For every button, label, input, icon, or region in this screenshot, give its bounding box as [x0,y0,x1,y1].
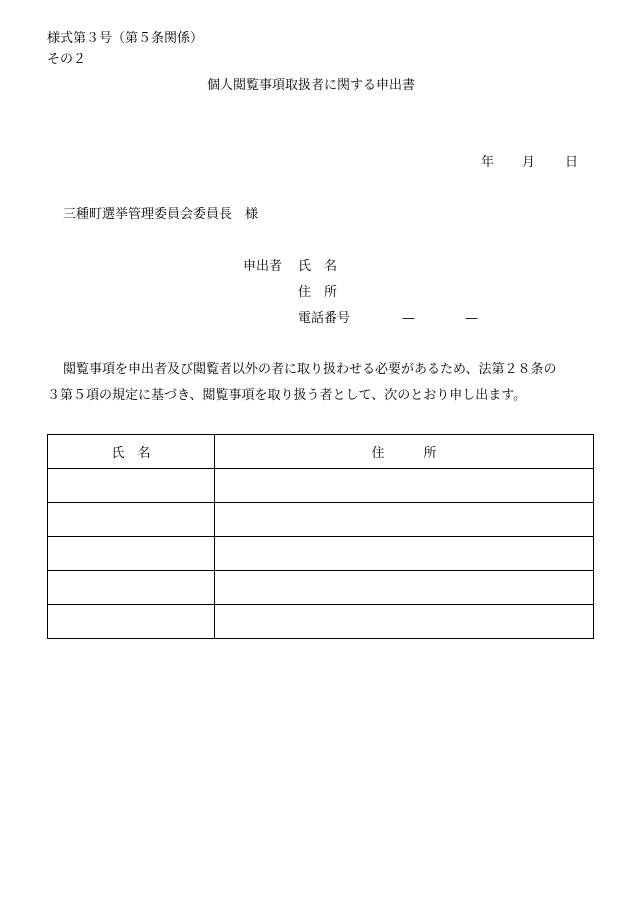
date-day-label: 日 [565,155,579,170]
name-cell[interactable] [48,537,215,571]
address-cell[interactable] [215,503,594,537]
form-number: 様式第３号（第５条関係） [47,31,204,46]
address-cell[interactable] [215,605,594,639]
phone-separator: — [465,311,478,326]
applicant-label: 申出者 [243,259,283,274]
table-header-row [48,435,594,469]
applicant-name-label: 氏 名 [298,259,338,274]
address-cell[interactable] [215,571,594,605]
address-cell[interactable] [215,537,594,571]
applicant-phone-label: 電話番号 [298,311,351,326]
table-row [48,469,594,503]
table-row [48,537,594,571]
document-title: 個人閲覧事項取扱者に関する申出書 [207,78,416,93]
applicant-address-label: 住 所 [298,285,338,300]
table-row [48,503,594,537]
name-cell[interactable] [48,469,215,503]
body-text-line-1: 閲覧事項を申出者及び閲覧者以外の者に取り扱わせる必要があるため、法第２８条の [63,362,557,377]
form-variant: その２ [47,52,87,67]
phone-separator: — [402,311,415,326]
address-cell[interactable] [215,469,594,503]
name-cell[interactable] [48,503,215,537]
name-cell[interactable] [48,605,215,639]
body-text-line-2: ３第５項の規定に基づき、閲覧事項を取り扱う者として、次のとおり申し出ます。 [47,388,527,403]
handler-table [47,434,594,639]
table-row [48,571,594,605]
date-year-label: 年 [481,155,495,170]
name-cell[interactable] [48,571,215,605]
addressee: 三種町選挙管理委員会委員長 様 [63,207,259,222]
table-row [48,605,594,639]
date-month-label: 月 [522,155,536,170]
table-header-address: 住 所 [215,435,594,469]
table-header-name: 氏 名 [48,435,215,469]
